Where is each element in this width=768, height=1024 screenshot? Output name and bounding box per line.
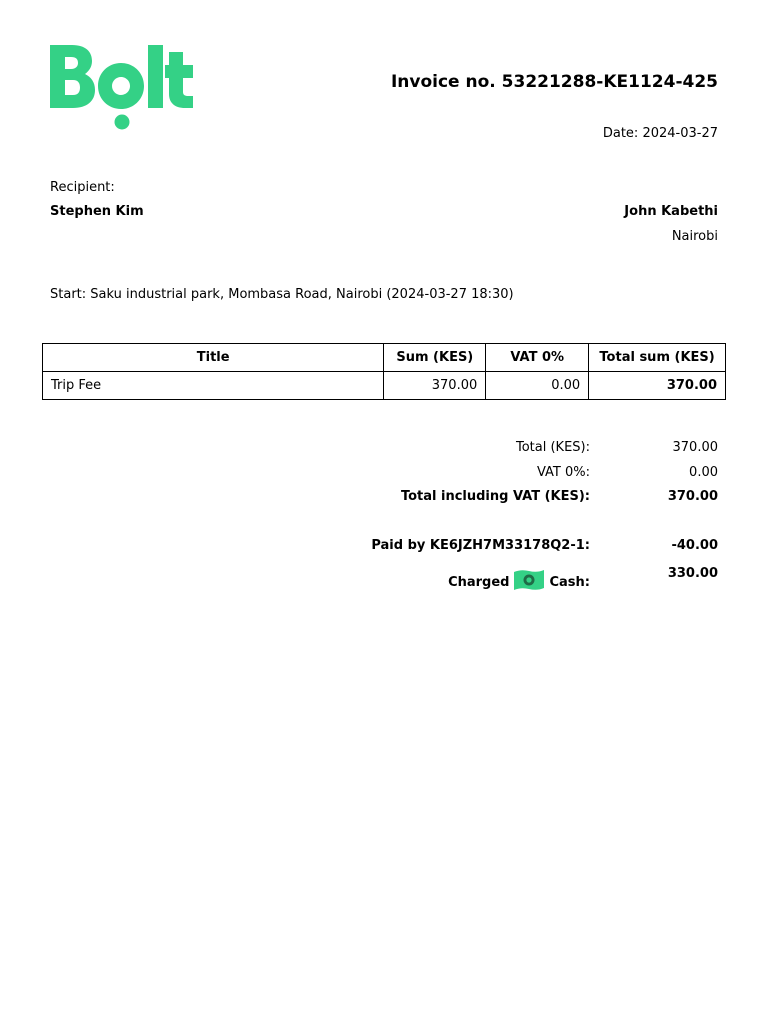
charged-value: 330.00 bbox=[667, 566, 718, 581]
invoice-title: Invoice no. 53221288-KE1124-425 bbox=[390, 72, 718, 92]
column-header-vat: VAT 0% bbox=[486, 344, 589, 372]
recipient-name: Stephen Kim bbox=[50, 204, 144, 219]
summary-total-incl-vat bbox=[0, 489, 768, 509]
total-incl-vat-label: Total including VAT (KES): bbox=[400, 489, 590, 504]
issuer-city: Nairobi bbox=[671, 229, 718, 244]
vat-value: 0.00 bbox=[689, 465, 718, 480]
bolt-logo bbox=[48, 44, 194, 132]
column-header-total: Total sum (KES) bbox=[589, 344, 726, 372]
row-title: Trip Fee bbox=[43, 372, 384, 400]
paid-label: Paid by KE6JZH7M33178Q2-1: bbox=[371, 538, 590, 553]
issuer-name: John Kabethi bbox=[624, 204, 718, 219]
summary-total bbox=[0, 440, 768, 460]
total-label: Total (KES): bbox=[515, 440, 590, 455]
summary-vat bbox=[0, 465, 768, 485]
row-vat: 0.00 bbox=[486, 372, 589, 400]
vat-label: VAT 0%: bbox=[536, 465, 590, 480]
summary-paid bbox=[0, 538, 768, 558]
row-total: 370.00 bbox=[589, 372, 726, 400]
paid-value: -40.00 bbox=[671, 538, 718, 553]
summary-charged bbox=[0, 566, 768, 590]
charged-label-suffix: Cash: bbox=[549, 575, 590, 590]
column-header-title: Title bbox=[43, 344, 384, 372]
charged-label bbox=[448, 569, 590, 595]
cash-icon bbox=[513, 569, 545, 595]
column-header-sum: Sum (KES) bbox=[384, 344, 486, 372]
invoice-items-table bbox=[42, 343, 726, 400]
total-incl-vat-value: 370.00 bbox=[667, 489, 718, 504]
table-row bbox=[43, 372, 726, 400]
charged-label-prefix: Charged bbox=[448, 575, 510, 590]
trip-start: Start: Saku industrial park, Mombasa Road, Nairobi (2024-03-27 18:30) bbox=[50, 287, 514, 302]
table-header-row bbox=[43, 344, 726, 372]
row-sum: 370.00 bbox=[384, 372, 486, 400]
invoice-date: Date: 2024-03-27 bbox=[602, 126, 718, 141]
recipient-label: Recipient: bbox=[50, 180, 115, 195]
total-value: 370.00 bbox=[672, 440, 718, 455]
